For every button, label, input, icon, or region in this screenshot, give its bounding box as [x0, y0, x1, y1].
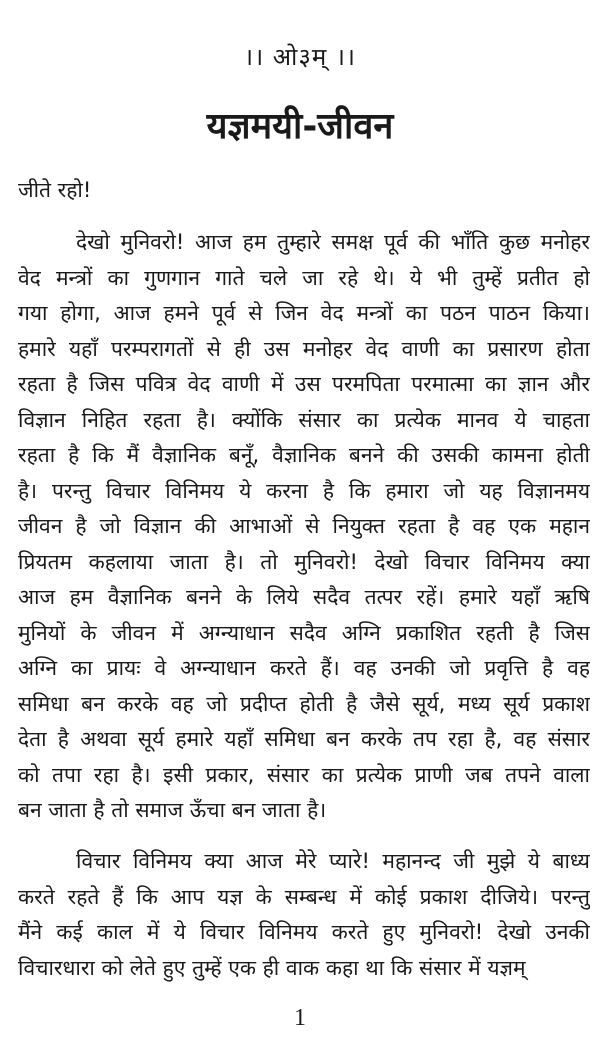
text-line: मुनियों के जीवन में अग्न्याधान सदैव अग्नि प्रकाशित रहती है जिस	[18, 620, 590, 645]
greeting: जीते रहो!	[18, 178, 92, 202]
text-line: मैंने कई काल में ये विचार विनिमय करते हुए मुनिवरो! देखो उनकी	[18, 920, 590, 944]
text-line: आज हम वैज्ञानिक बनने के लिये सदैव तत्पर रहें। हमारे यहाँ ऋषि	[18, 585, 590, 609]
chapter-title: यज्ञमयी-जीवन	[206, 106, 394, 147]
text-line: विज्ञान निहित रहता है। क्योंकि संसार का प्रत्येक मानव ये चाहता	[18, 407, 590, 432]
text-line: प्रियतम कहलाया जाता है। तो मुनिवरो! देखो विचार विनिमय क्या	[18, 549, 590, 574]
text-line: करते रहते हैं कि आप यज्ञ के सम्बन्ध में कोई प्रकाश दीजिये। परन्तु	[18, 884, 590, 909]
text-line: रहता है कि मैं वैज्ञानिक बनूँ, वैज्ञानिक बनने की उसकी कामना होती	[18, 443, 590, 467]
text-line: हमारे यहाँ परम्परागतों से ही उस मनोहर वेद वाणी का प्रसारण होता	[18, 336, 590, 361]
page-number: 1	[294, 1005, 306, 1031]
text-line: विचारधारा को लेते हुए तुम्हें एक ही वाक कहा था कि संसार में यज्ञम्	[18, 955, 526, 980]
text-line: वेद मन्त्रों का गुणगान गाते चले जा रहे थे। ये भी तुम्हें प्रतीत हो	[18, 265, 590, 290]
text-line: समिधा बन करके वह जो प्रदीप्त होती है जैसे सूर्य, मध्य सूर्य प्रकाश	[18, 691, 590, 716]
text-line: रहता है जिस पवित्र वेद वाणी में उस परमपिता परमात्मा का ज्ञान और	[18, 372, 590, 396]
invocation-header: ।। ओ३म् ।।	[243, 43, 357, 71]
text-line: विचार विनिमय क्या आज मेरे प्यारे! महानन्द जी मुझे ये बाध्य	[76, 849, 590, 873]
text-line: को तपा रहा है। इसी प्रकार, संसार का प्रत्येक प्राणी जब तपने वाला	[18, 762, 590, 787]
paragraph-2	[18, 844, 590, 986]
text-line: गया होगा, आज हमने पूर्व से जिन वेद मन्त्रों का पठन पाठन किया।	[18, 301, 590, 325]
text-line: जीवन है जो विज्ञान की आभाओं से नियुक्त रहता है वह एक महान	[18, 514, 590, 538]
text-line: देता है अथवा सूर्य हमारे यहाँ समिधा बन करके तप रहा है, वह संसार	[18, 727, 590, 751]
paragraph-1	[18, 225, 590, 829]
text-line: है। परन्तु विचार विनिमय ये करना है कि हमारा जो यह विज्ञानमय	[18, 478, 590, 503]
text-line: बन जाता है तो समाज ऊँचा बन जाता है।	[18, 798, 327, 822]
text-line: देखो मुनिवरो! आज हम तुम्हारे समक्ष पूर्व की भाँति कुछ मनोहर	[76, 230, 590, 254]
text-line: अग्नि का प्रायः वे अग्न्याधान करते हैं। वह उनकी जो प्रवृत्ति है वह	[18, 656, 590, 680]
